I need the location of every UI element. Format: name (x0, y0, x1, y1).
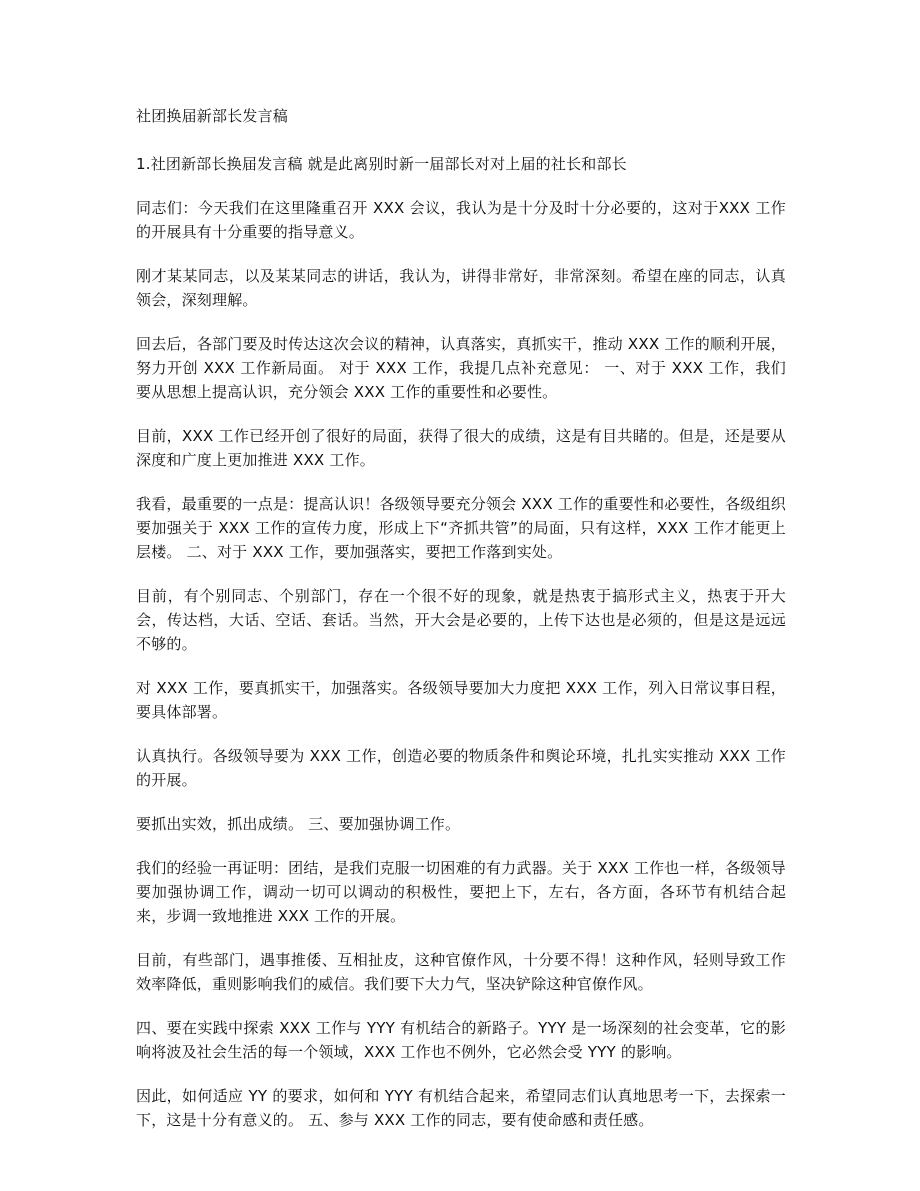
paragraph: 我们的经验一再证明：团结，是我们克服一切困难的有力武器。关于 XXX 工作也一样，各级领导要加强协调工作，调动一切可以调动的积极性，要把上下，左右，各方面，各环节有机结合起来，步调一致地推进 XXX 工作的开展。 (136, 859, 786, 925)
paragraph: 目前，有个别同志、个别部门，存在一个很不好的现象，就是热衷于搞形式主义，热衷于开大会，传达档，大话、空话、套话。当然，开大会是必要的，上传下达也是必须的，但是这是远远不够的。 (136, 587, 786, 653)
paragraph: 要抓出实效，抓出成绩。 三、要加强协调工作。 (136, 815, 461, 833)
paragraph: 回去后，各部门要及时传达这次会议的精神，认真落实，真抓实干，推动 XXX 工作的顺利开展，努力开创 XXX 工作新局面。 对于 XXX 工作，我提几点补充意见： 一、对于 XXX 工作，我们要从思想上提高认识，充分领会 XXX 工作的重要性和必要性。 (136, 335, 786, 401)
paragraph: 对 XXX 工作，要真抓实干，加强落实。各级领导要加大力度把 XXX 工作，列入日常议事日程，要具体部署。 (136, 679, 786, 721)
document-title: 社团换届新部长发言稿 (136, 107, 289, 125)
document-body (136, 104, 786, 1152)
paragraph: 四、要在实践中探索 XXX 工作与 YYY 有机结合的新路子。YYY 是一场深刻的社会变革，它的影响将波及社会生活的每一个领域，XXX 工作也不例外，它必然会受 YYY 的影响。 (136, 1019, 786, 1061)
paragraph: 我看，最重要的一点是：提高认识！各级领导要充分领会 XXX 工作的重要性和必要性，各级组织要加强关于 XXX 工作的宣传力度，形成上下“齐抓共管”的局面，只有这样，XXX 工作才能更上层楼。 二、对于 XXX 工作，要加强落实，要把工作落到实处。 (136, 495, 786, 561)
paragraph: 同志们：今天我们在这里隆重召开 XXX 会议，我认为是十分及时十分必要的，这对于XXX 工作的开展具有十分重要的指导意义。 (136, 199, 786, 241)
paragraph: 目前，有些部门，遇事推倭、互相扯皮，这种官僚作风，十分要不得！这种作风，轻则导致工作效率降低，重则影响我们的威信。我们要下大力气，坚决铲除这种官僚作风。 (136, 951, 786, 993)
paragraph: 刚才某某同志，以及某某同志的讲话，我认为，讲得非常好，非常深刻。希望在座的同志，认真领会，深刻理解。 (136, 267, 786, 309)
paragraph: 1.社团新部长换届发言稿 就是此离别时新一届部长对对上届的社长和部长 (136, 155, 627, 173)
paragraph: 目前，XXX 工作已经开创了很好的局面，获得了很大的成绩，这是有目共睹的。但是，还是要从深度和广度上更加推进 XXX 工作。 (136, 427, 786, 469)
paragraph: 认真执行。各级领导要为 XXX 工作，创造必要的物质条件和舆论环境，扎扎实实推动 XXX 工作的开展。 (136, 747, 786, 789)
paragraph: 因此，如何适应 YY 的要求，如何和 YYY 有机结合起来，希望同志们认真地思考一下，去探索一下，这是十分有意义的。 五、参与 XXX 工作的同志，要有使命感和责任感。 (136, 1087, 786, 1129)
